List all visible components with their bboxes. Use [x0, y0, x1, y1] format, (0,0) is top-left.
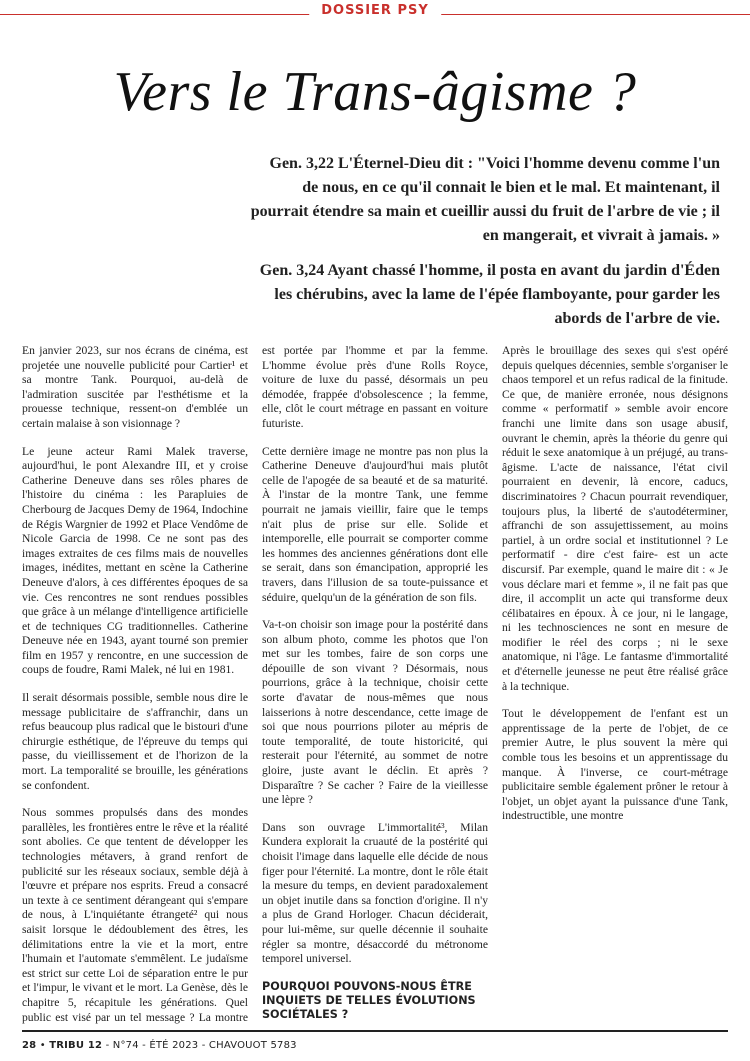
paragraph: Cette dernière image ne montre pas non plus la Catherine Deneuve d'aujourd'hui mais plutôt celle de l'apogée de sa beauté et de sa maturité. À l'instar de la montre Tank, une femme pourrait ne jamais vieillir, faire que le temps n'ait plus de prise sur elle. Solide et intemporelle, elle pourrait se comporter comme les hommes des anciennes générations dont elle se serait, dans son émancipation, approprié les travers, dans l'illusion de sa toute-puissance et séduire, quelqu'un de la génération de son fils. — [262, 444, 488, 604]
issue-date: CHAVOUOT 5783 — [208, 1040, 297, 1051]
paragraph: Le jeune acteur Rami Malek traverse, aujourd'hui, le pont Alexandre III, et y croise Catherine Deneuve dans ses rôles phares de l'histoire du cinéma : les Parapluies de Cherbourg de Jacques Demy de 1964, Indochine de Régis Wargnier de 1992 et Place Vendôme de Nicole Garcia de 1998. Ce ne sont pas des images extraites de ces films mais de nouvelles images, inédites, mettant en scène la Catherine Deneuve d'alors, à ces différentes époques de sa vie. Ces rencontres ne sont rendues possibles que grâce à un mélange d'intelligence artificielle et de techniques CG traditionnelles. Catherine Deneuve née en 1943, ayant tourné son premier film en 1957 y rencontre, en une succession de coups de foudre, Rami Malek, né lui en 1981. — [22, 444, 248, 677]
top-rule — [0, 0, 750, 27]
paragraph: Après le brouillage des sexes qui s'est opéré depuis quelques décennies, semble s'organiser le chaos temporel et un refus radical de la finitude. Ce que, de manière erronée, nous désignons comme « performatif » semble avoir encore franchi une limite dans son usage abusif, ouvrant le chemin, après la théorie du genre qui réduit le sexe anatomique à un préjugé, au trans-âgisme. L'acte de naissance, l'état civil pourraient en devenir, là encore, caducs, discriminatoires ? Chacun pourrait revendiquer, toujours plus, la liberté de s'autodéterminer, affranchi de son assujettissement, au moins partiel, à un ordre social et institutionnel ? Le performatif - dire c'est faire- est un acte discursif. Par exemple, quand le maire dit : « Je vous déclare mari et femme », il ne fait pas que dire, il accomplit un acte qui transforme deux célibataires en époux. À ce jour, ni le langage, ni les technosciences ne sont en mesure de modifier le réel des corps ; ni le sexe anatomique, ni l'âge. Le fantasme d'immortalité et d'éternelle jeunesse ne peut être réalisé grâce à la technique. — [502, 344, 728, 693]
article-body — [22, 344, 728, 1026]
article-title: Vers le Trans-âgisme ? — [113, 61, 637, 123]
section-subheading: POURQUOI POUVONS-NOUS ÊTRE INQUIETS DE TELLES ÉVOLUTIONS SOCIÉTALES ? — [262, 979, 476, 1021]
epigraph-1: Gen. 3,22 L'Éternel-Dieu dit : "Voici l'homme devenu comme l'un de nous, en ce qu'il connait le bien et le mal. Et maintenant, il pourrait étendre sa main et cueillir aussi du fruit de l'arbre de vie ; il en mangerait, et vivrait à jamais. » — [250, 155, 720, 244]
page-footer — [22, 1040, 297, 1051]
paragraph: Il serait désormais possible, semble nous dire le message publicitaire de s'affranchir, dans un refus beaucoup plus radical que le bistouri d'une chirurgie esthétique, de l'épreuve du temps qui passe, du vieillissement et de l'horizon de la mort. La temporalité se brouille, les générations se confondent. — [22, 691, 248, 792]
paragraph: Tout le développement de l'enfant est un apprentissage de la perte de l'objet, de ce premier Autre, le plus souvent la mère qui comble tous les besoins et un apprentissage du manque. À l'inverse, ce court-métrage publicitaire semble également prôner le retour à l'objet, un objet ayant la puissance d'une Tank, indestructible, une montre — [502, 707, 728, 823]
epigraph-2: Gen. 3,24 Ayant chassé l'homme, il posta en avant du jardin d'Éden les chérubins, avec la lame de l'épée flamboyante, pour garder les abords de l'arbre de vie. — [259, 262, 720, 327]
dash-separator: - — [105, 1040, 113, 1051]
dash-separator: - — [201, 1040, 209, 1051]
bullet-separator: • — [39, 1040, 50, 1051]
issue-season: ÉTÉ 2023 — [149, 1040, 199, 1051]
footer-rule — [22, 1030, 728, 1032]
magazine-name: TRIBU 12 — [49, 1040, 103, 1051]
section-label: DOSSIER PSY — [309, 3, 441, 18]
paragraph: En janvier 2023, sur nos écrans de cinéma, est projetée une nouvelle publicité pour Cartier¹ et sa montre Tank. Pourquoi, au-delà de l'admiration suscitée par l'esthétisme et la prouesse technique, ressent-on d'emblée un certain malaise à son visionnage ? — [22, 344, 248, 430]
paragraph: Va-t-on choisir son image pour la postérité dans son album photo, comme les photos que l'on met sur les tombes, faire de son corps une dépouille de son vivant ? Désormais, nous pourrions, grâce à la technique, choisir cette sorte d'avatar de nous-mêmes que nous laisserions à notre descendance, cette image de soi que nous pourrions piloter au mépris de toute temporalité, de toute historicité, qui resterait pour l'éternité, au sommet de notre gloire, juste avant le déclin. Et après ? Disparaître ? Se cacher ? Faire de la vieillesse une lèpre ? — [262, 618, 488, 807]
issue-number: N°74 — [112, 1040, 139, 1051]
dash-separator: - — [142, 1040, 150, 1051]
page-number: 28 — [22, 1040, 37, 1051]
paragraph: Nous sommes propulsés dans des mondes parallèles, les frontières entre le rêve et la réalité sont abolies. Ce que tentent de développer les technologies métavers, à grand renfort de publicité sur les réseaux sociaux, semble déjà à l'œuvre et prépare nos esprits. Freud a consacré un texte à ce sentiment dérangeant qui s'empare de nous, à L'inquiétante étrangeté² qui nous saisit lorsque le dédoublement des êtres, les délimitations entre la vie et la mort, entre l'humain et l'automate s'emmêlent. Le judaïsme est strict sur cette Loi de séparation entre le pur et l'impur, le vivant et le mort. La Genèse, dès le chapitre 5, récapitule les générations. Quel public est visé par un tel message ? La montre est portée par l'homme et par la femme. L'homme évolue près d'une Rolls Royce, voiture de luxe du passé, désormais un peu démodée, frappée d'obsolescence ; la femme, elle, clôt le court métrage en passant en voiture futuriste. — [22, 344, 488, 1024]
paragraph: Dans son ouvrage L'immortalité³, Milan Kundera explorait la cruauté de la postérité qui choisit l'image dans laquelle elle décide de nous figer pour l'éternité. La montre, dont le rôle était la mesure du temps, en devient paradoxalement un objet inutile dans sa fonction d'origine. Il n'y a plus de Grand Horloger. Chacun déciderait, pour lui-même, sur quelle décennie il souhaite régler sa montre, désaccordé du métronome temporel universel. — [262, 820, 488, 966]
